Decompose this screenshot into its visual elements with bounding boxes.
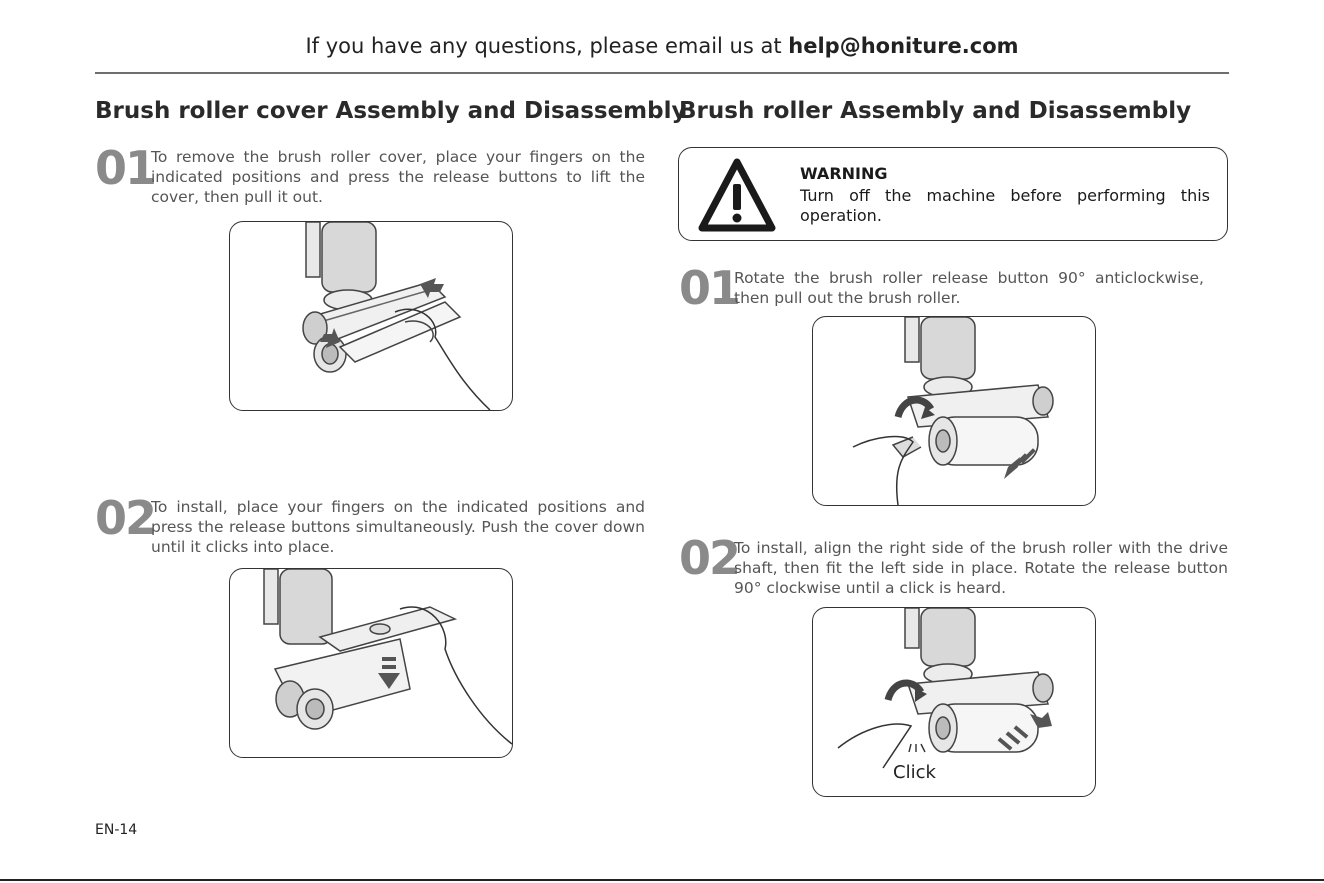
right-step-1-number: 01: [679, 261, 740, 315]
click-label: Click: [893, 762, 936, 783]
left-step-2-number: 02: [95, 491, 156, 545]
left-figure-2: [229, 568, 513, 758]
header-text: If you have any questions, please email us at: [305, 34, 789, 58]
warning-triangle-icon: [697, 156, 777, 234]
cover-install-illustration: [230, 569, 512, 757]
roller-removal-illustration: [813, 317, 1095, 505]
right-figure-2: [812, 607, 1096, 797]
right-step-2-text: To install, align the right side of the brush roller with the drive shaft, then fit the left side in place. Rotate the release button 90° clockwise until a click is heard.: [734, 539, 1228, 597]
right-section-title: Brush roller Assembly and Disassembly: [679, 98, 1192, 124]
cover-removal-illustration: [230, 222, 512, 410]
left-figure-1: [229, 221, 513, 411]
left-step-1-number: 01: [95, 141, 156, 195]
bottom-divider: [0, 879, 1324, 881]
header-divider: [95, 72, 1229, 74]
right-figure-1: [812, 316, 1096, 506]
left-step-1-text: To remove the brush roller cover, place your fingers on the indicated positions and press the release buttons to lift the cover, then pull it out.: [151, 148, 645, 206]
support-email[interactable]: help@honiture.com: [788, 34, 1019, 58]
roller-install-illustration: [813, 608, 1095, 796]
left-section-title: Brush roller cover Assembly and Disassembly: [95, 98, 687, 124]
right-step-2-number: 02: [679, 531, 740, 585]
right-step-1-text: Rotate the brush roller release button 90° anticlockwise, then pull out the brush roller.: [734, 269, 1204, 307]
warning-box: [678, 147, 1228, 241]
warning-title: WARNING: [800, 164, 888, 183]
warning-text: Turn off the machine before performing this operation.: [800, 186, 1210, 225]
page-number: EN-14: [95, 822, 138, 838]
left-step-2-text: To install, place your fingers on the indicated positions and press the release buttons simultaneously. Push the cover down until it clicks into place.: [151, 498, 645, 556]
page-header: [0, 34, 1324, 58]
